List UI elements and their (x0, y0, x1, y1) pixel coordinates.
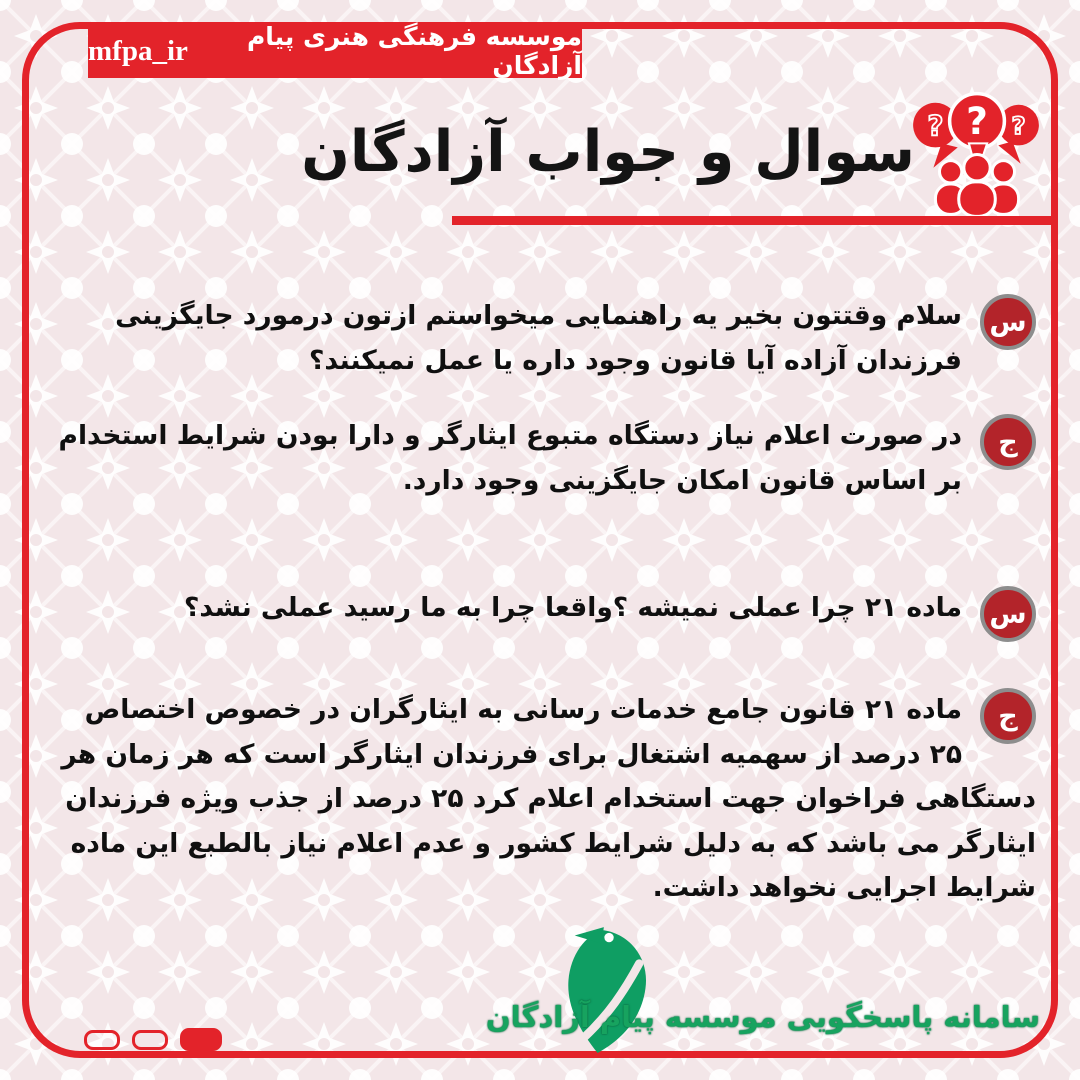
people-question-icon (905, 90, 1047, 218)
question-text: سلام وقتتون بخیر یه راهنمایی میخواستم ازتون درمورد جایگزینی فرزندان آزاده آیا قانون وجود داره یا عمل نمیکنند؟ (115, 300, 962, 376)
svg-text:?: ? (1011, 111, 1026, 141)
page-dot[interactable] (132, 1030, 168, 1050)
top-banner (88, 24, 582, 78)
svg-text:?: ? (966, 99, 988, 144)
carousel-pagination (84, 1028, 222, 1051)
answer-badge-label: ج (998, 426, 1018, 458)
page-dot[interactable] (84, 1030, 120, 1050)
question-text: ماده ۲۱ چرا عملی نمیشه ؟واقعا چرا به ما رسید عملی نشد؟ (184, 592, 962, 623)
answer-badge (980, 688, 1036, 744)
question-row-2 (58, 586, 1036, 650)
question-badge (980, 586, 1036, 642)
question-badge (980, 294, 1036, 350)
question-badge-label: س (989, 598, 1027, 630)
answer-text: در صورت اعلام نیاز دستگاه متبوع ایثارگر و دارا بودن شرایط استخدام بر اساس قانون امکان جایگزینی وجود دارد. (58, 420, 962, 496)
answer-row-2 (58, 688, 1036, 911)
page-title: سوال و جواب آزادگان (301, 119, 915, 185)
answer-badge (980, 414, 1036, 470)
organization-name: موسسه فرهنگی هنری پیام آزادگان (246, 22, 582, 80)
footer-caption: سامانه پاسخگویی موسسه پیام آزادگان (485, 1000, 1040, 1034)
question-row-1 (58, 294, 1036, 383)
page-dot-active[interactable] (180, 1028, 222, 1051)
dove-leaf-logo (556, 924, 660, 1054)
svg-text:?: ? (927, 111, 944, 143)
title-underline (452, 216, 1053, 225)
answer-text: ماده ۲۱ قانون جامع خدمات رسانی به ایثارگران در خصوص اختصاص ۲۵ درصد از سهمیه اشتغال برای فرزندان ایثارگر است که هر زمان هر دستگاهی فراخوان جهت استخدام اعلام کرد ۲۵ درصد از جذب ویژه فرزندان ایثارگر می باشد که به دلیل شرایط کشور و عدم اعلام نیاز بالطبع این ماده شرایط اجرایی نخواهد داشت. (61, 694, 1036, 904)
answer-badge-label: ج (998, 700, 1018, 732)
question-badge-label: س (989, 306, 1027, 338)
answer-row-1 (58, 414, 1036, 503)
social-handle[interactable]: mfpa_ir (88, 34, 188, 67)
